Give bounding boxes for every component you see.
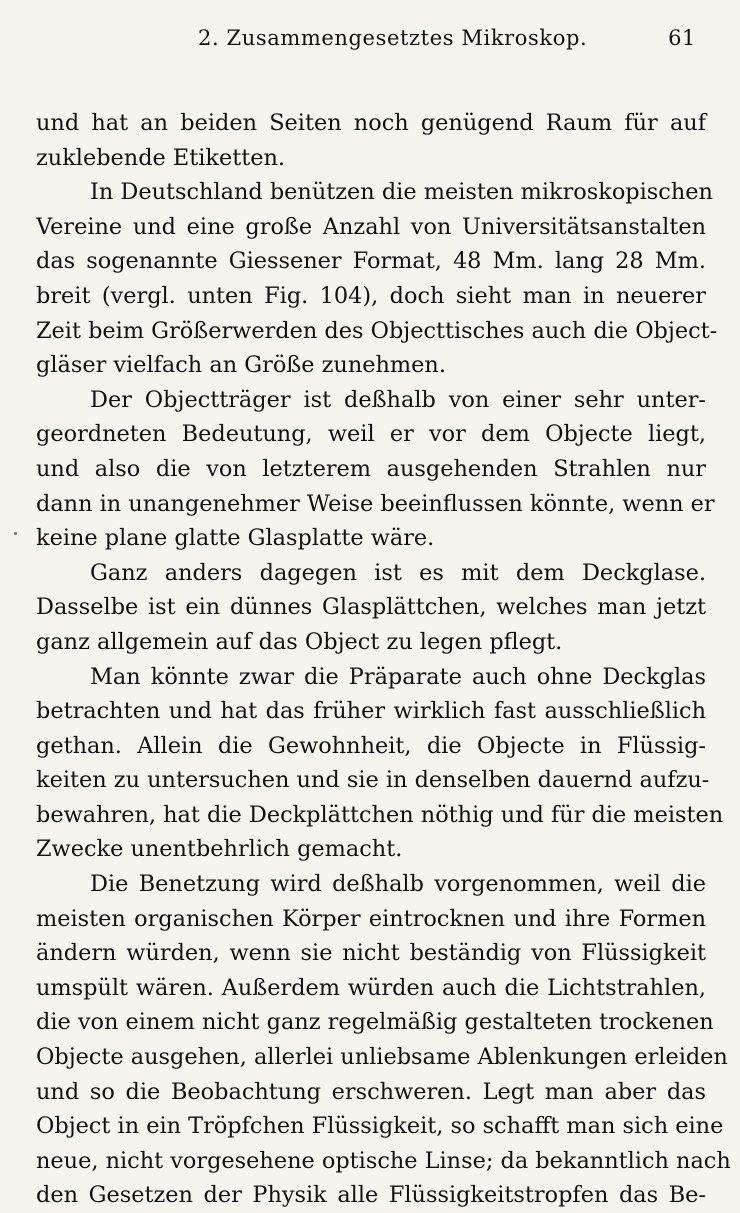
text-line: Der Objectträger ist deßhalb von einer sehr unter- — [90, 386, 706, 413]
text-line: und also die von letzterem ausgehenden Strahlen nur — [36, 455, 706, 482]
page-number: 61 — [668, 26, 696, 50]
text-line: Man könnte zwar die Präparate auch ohne Deckglas — [90, 663, 706, 690]
margin-speck — [14, 532, 17, 535]
text-line: dann in unangenehmer Weise beeinflussen könnte, wenn er — [36, 490, 715, 517]
text-line: und hat an beiden Seiten noch genügend Raum für auf — [36, 110, 706, 136]
text-line: ändern würden, wenn sie nicht beständig von Flüssigkeit — [36, 940, 706, 967]
text-line: Ganz anders dagegen ist es mit dem Deckglase. — [90, 559, 706, 586]
text-line: Object in ein Tröpfchen Flüssigkeit, so schafft man sich eine — [36, 1113, 724, 1140]
text-line: bewahren, hat die Deckplättchen nöthig und für die meisten — [36, 801, 724, 828]
text-line: ganz allgemein auf das Object zu legen pflegt. — [36, 628, 563, 655]
text-line: meisten organischen Körper eintrocknen und ihre Formen — [36, 905, 706, 932]
text-line: Zeit beim Größerwerden des Objecttisches auch die Object- — [36, 317, 718, 344]
text-line: neue, nicht vorgesehene optische Linse; da bekanntlich nach — [36, 1147, 731, 1174]
text-line: betrachten und hat das früher wirklich fast ausschließlich — [36, 698, 706, 725]
text-line: Objecte ausgehen, allerlei unliebsame Ablenkungen erleiden — [36, 1044, 728, 1071]
text-line: Zwecke unentbehrlich gemacht. — [36, 836, 403, 863]
text-line: zuklebende Etiketten. — [36, 144, 286, 171]
text-line: umspült wären. Außerdem würden auch die Lichtstrahlen, — [36, 974, 706, 1001]
text-line: die von einem nicht ganz regelmäßig gestalteten trockenen — [36, 1009, 714, 1036]
text-line: geordneten Bedeutung, weil er vor dem Objecte liegt, — [36, 421, 706, 448]
running-title: 2. Zusammengesetztes Mikroskop. — [198, 26, 588, 50]
text-line: und so die Beobachtung erschweren. Legt man aber das — [36, 1078, 706, 1105]
text-line: Dasselbe ist ein dünnes Glasplättchen, welches man jetzt — [36, 594, 706, 621]
running-header — [36, 20, 706, 56]
text-line: Vereine und eine große Anzahl von Universitätsanstalten — [36, 213, 706, 240]
text-line: keine plane glatte Glasplatte wäre. — [36, 525, 435, 552]
text-line: breit (vergl. unten Fig. 104), doch sieht man in neuerer — [36, 282, 706, 309]
text-line: den Gesetzen der Physik alle Flüssigkeitstropfen das Be- — [36, 1182, 706, 1209]
text-line: gethan. Allein die Gewohnheit, die Objecte in Flüssig- — [36, 732, 706, 759]
text-line: keiten zu untersuchen und sie in denselben dauernd aufzu- — [36, 767, 710, 794]
text-line: Die Benetzung wird deßhalb vorgenommen, weil die — [90, 871, 706, 898]
body-text — [36, 106, 731, 1213]
text-line: In Deutschland benützen die meisten mikroskopischen — [90, 179, 713, 206]
text-line: gläser vielfach an Größe zunehmen. — [36, 352, 446, 379]
text-line: das sogenannte Giessener Format, 48 Mm. lang 28 Mm. — [36, 248, 706, 275]
